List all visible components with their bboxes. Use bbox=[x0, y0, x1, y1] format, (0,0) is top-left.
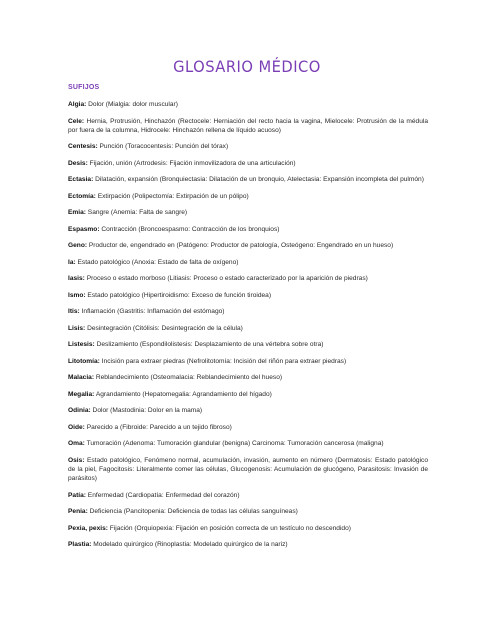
glossary-entry bbox=[68, 117, 428, 135]
glossary-definition: Productor de, engendrado en (Patógeno: Productor de patología, Osteógeno: Engendrado en un hueso) bbox=[87, 242, 394, 250]
glossary-entry bbox=[68, 491, 428, 500]
glossary-definition: Estado patológico (Anoxia: Estado de falta de oxígeno) bbox=[75, 258, 239, 266]
glossary-definition: Reblandecimiento (Osteomalacia: Reblandecimiento del hueso) bbox=[94, 374, 283, 382]
glossary-definition: Punción (Toracocentesis: Punción del tórax) bbox=[97, 143, 229, 151]
glossary-term: Ectasia: bbox=[68, 176, 94, 184]
glossary-definition: Sangre (Anemia: Falta de sangre) bbox=[85, 209, 188, 217]
glossary-entry bbox=[68, 100, 428, 109]
glossary-entry bbox=[68, 540, 428, 549]
glossary-definition: Inflamación (Gastritis: Inflamación del estómago) bbox=[79, 308, 225, 316]
glossary-entry bbox=[68, 258, 428, 267]
glossary-term: Pexia, pexis: bbox=[68, 524, 108, 532]
glossary-term: Cele: bbox=[68, 117, 85, 125]
glossary-term: Itis: bbox=[68, 308, 80, 316]
glossary-entry bbox=[68, 307, 428, 316]
glossary-entry bbox=[68, 208, 428, 217]
glossary-entry bbox=[68, 159, 428, 168]
glossary-entry bbox=[68, 439, 428, 448]
glossary-entry bbox=[68, 192, 428, 201]
glossary-term: Iasis: bbox=[68, 275, 85, 283]
glossary-entry bbox=[68, 390, 428, 399]
glossary-entry bbox=[68, 524, 428, 533]
glossary-definition: Contracción (Broncoespasmo: Contracción de los bronquios) bbox=[99, 225, 280, 233]
glossary-entry bbox=[68, 456, 428, 484]
glossary-entry bbox=[68, 241, 428, 250]
glossary-definition: Agrandamiento (Hepatomegalia: Agrandamiento del hígado) bbox=[94, 390, 272, 398]
glossary-definition: Modelado quirúrgico (Rinoplastia: Modelado quirúrgico de la nariz) bbox=[91, 541, 288, 549]
glossary-entry bbox=[68, 175, 428, 184]
glossary-term: Oma: bbox=[68, 440, 85, 448]
glossary-term: Plastia: bbox=[68, 541, 92, 549]
glossary-definition: Proceso o estado morboso (Litiasis: Proceso o estado caracterizado por la aparición de piedras) bbox=[84, 275, 368, 283]
glossary-definition: Enfermedad (Cardiopatía: Enfermedad del corazón) bbox=[85, 491, 240, 499]
glossary-definition: Tumoración (Adenoma: Tumoración glandular (benigna) Carcinoma: Tumoración cancerosa (maligna) bbox=[84, 440, 384, 448]
glossary-entry bbox=[68, 340, 428, 349]
glossary-definition: Incisión para extraer piedras (Nefrolitotomía: Incisión del riñón para extraer piedras) bbox=[99, 357, 347, 365]
glossary-entry bbox=[68, 225, 428, 234]
glossary-definition: Hernia, Protrusión, Hinchazón (Rectocele: Herniación del recto hacia la vagina, Mielocele: Protrusión de la médula por fuera de la columna, Hidrocele: Hinchazón rellena de líquido acuoso) bbox=[68, 117, 428, 134]
glossary-definition: Estado patológico (Hipertiroidismo: Exceso de función tiroidea) bbox=[85, 291, 272, 299]
glossary-entry bbox=[68, 423, 428, 432]
glossary-term: Patía: bbox=[68, 491, 86, 499]
glossary-entry bbox=[68, 291, 428, 300]
glossary-term: Desis: bbox=[68, 159, 88, 167]
glossary-list bbox=[68, 100, 428, 557]
glossary-entry bbox=[68, 324, 428, 333]
glossary-term: Ismo: bbox=[68, 291, 86, 299]
glossary-term: Emia: bbox=[68, 209, 86, 217]
glossary-entry bbox=[68, 357, 428, 366]
glossary-definition: Desintegración (Citólisis: Desintegración de la célula) bbox=[85, 324, 243, 332]
glossary-term: Geno: bbox=[68, 242, 88, 250]
glossary-definition: Parecido a (Fibroide: Parecido a un tejido fibroso) bbox=[84, 423, 232, 431]
glossary-term: Ia: bbox=[68, 258, 76, 266]
section-heading: SUFIJOS bbox=[68, 84, 100, 91]
glossary-entry bbox=[68, 507, 428, 516]
glossary-term: Algia: bbox=[68, 101, 87, 108]
glossary-definition: Estado patológico, Fenómeno normal, acumulación, invasión, aumento en número (Dermatosis: Estado patológico de la piel, Fagocitosis: Literalmente comer las células, Glucogenosis: Acumulación de glucógeno, Parasitosis: Invasión de parásitos) bbox=[68, 456, 428, 483]
glossary-definition: Dolor (Mialgia: dolor muscular) bbox=[86, 101, 178, 108]
glossary-term: Odinia: bbox=[68, 407, 91, 415]
glossary-term: Lisis: bbox=[68, 324, 86, 332]
glossary-term: Penia: bbox=[68, 508, 88, 516]
glossary-term: Oide: bbox=[68, 423, 85, 431]
glossary-definition: Dolor (Mastodinia: Dolor en la mama) bbox=[90, 407, 203, 415]
glossary-term: Listesis: bbox=[68, 341, 95, 349]
glossary-entry bbox=[68, 274, 428, 283]
glossary-definition: Fijación, unión (Artrodesis: Fijación inmovilizadora de una articulación) bbox=[87, 159, 296, 167]
glossary-term: Espasmo: bbox=[68, 225, 100, 233]
glossary-term: Ectomía: bbox=[68, 192, 96, 200]
glossary-term: Osis: bbox=[68, 456, 85, 464]
page-title: GLOSARIO MÉDICO bbox=[173, 57, 321, 76]
glossary-definition: Deslizamiento (Espondilolistesis: Desplazamiento de una vértebra sobre otra) bbox=[94, 341, 324, 349]
glossary-definition: Deficiencia (Pancitopenia: Deficiencia de todas las células sanguíneas) bbox=[87, 508, 298, 516]
glossary-entry bbox=[68, 373, 428, 382]
glossary-entry bbox=[68, 142, 428, 151]
glossary-term: Malacia: bbox=[68, 374, 95, 382]
glossary-term: Litotomía: bbox=[68, 357, 100, 365]
glossary-term: Megalia: bbox=[68, 390, 95, 398]
glossary-definition: Fijación (Orquiopexia: Fijación en posición correcta de un testículo no descendido) bbox=[107, 524, 351, 532]
glossary-definition: Dilatación, expansión (Bronquiectasia: Dilatación de un bronquio, Atelectasia: Expansión incompleta del pulmón) bbox=[93, 176, 424, 184]
glossary-definition: Extirpación (Polipectomía: Extirpación de un pólipo) bbox=[95, 192, 249, 200]
glossary-entry bbox=[68, 406, 428, 415]
glossary-term: Centesis: bbox=[68, 143, 98, 151]
